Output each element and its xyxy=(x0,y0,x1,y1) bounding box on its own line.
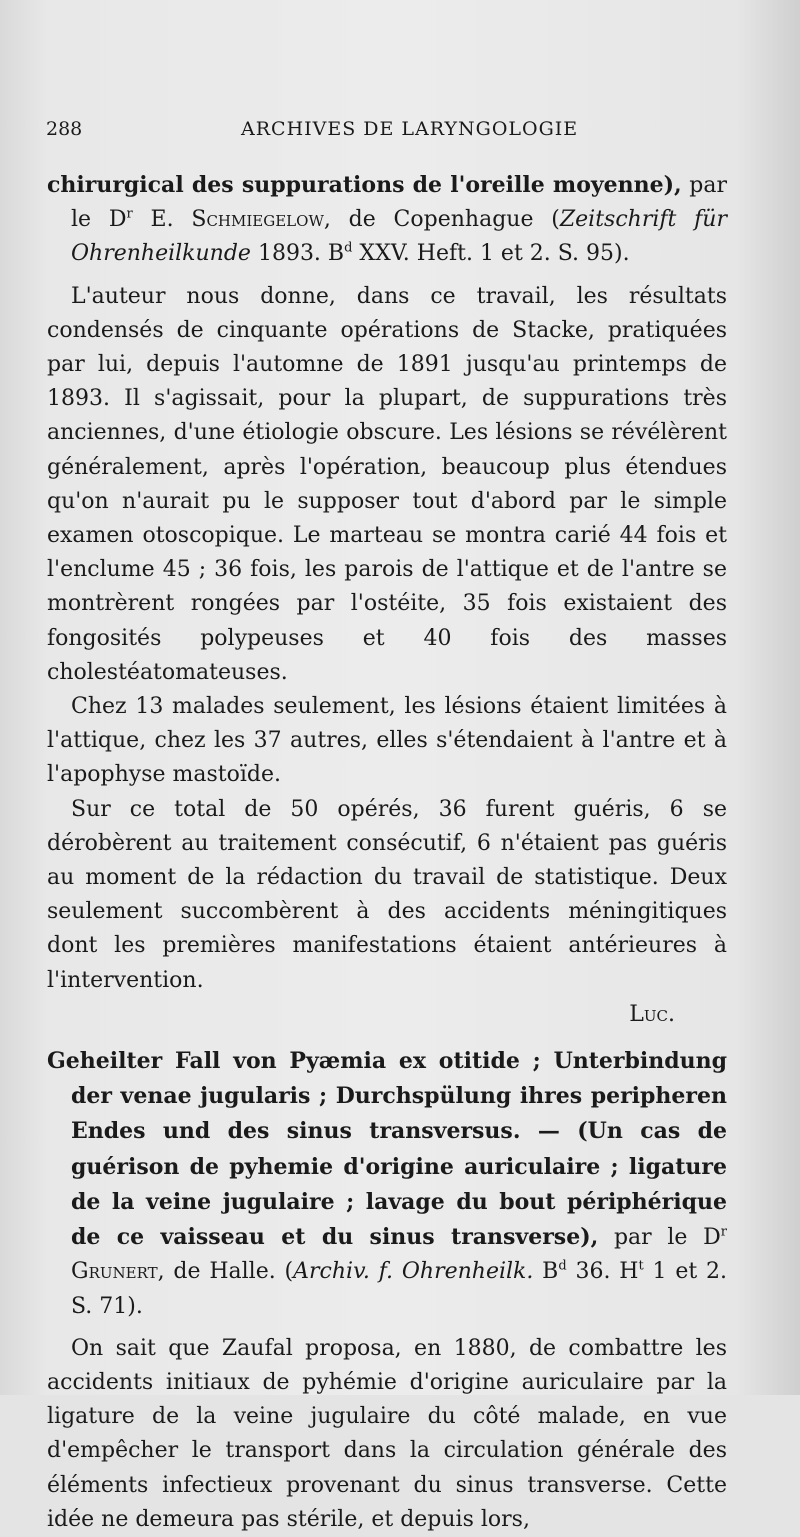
article2-citation-end: 1 et 2. S. 71). xyxy=(71,1259,728,1319)
article1-paragraph-2: Chez 13 malades seulement, les lésions étaient limitées à l'attique, chez les 37 autres, elles s'étendaient à l'antre et à l'apophyse mastoïde. xyxy=(47,694,727,788)
article2-title: Geheilter Fall von Pyæmia ex otitide ; Unterbindung der venae jugularis ; Durchspülung ihres peripheren Endes und des sinus transversus. — (Un cas de guérison de pyhemie d'origine auriculaire ; ligature de la veine jugulaire ; lavage du bout périphérique de ce vaisseau et du sinus transverse), xyxy=(47,1048,727,1251)
article1-citation-end: XXV. Heft. 1 et 2. S. 95). xyxy=(352,241,630,267)
article1-signature: Luc. xyxy=(629,1001,675,1027)
article1-heading xyxy=(47,168,727,272)
article2-heading xyxy=(47,1044,727,1324)
page-header xyxy=(46,118,746,148)
article2-citation-end-pre: B xyxy=(533,1259,559,1285)
article1-citation-mid: , de Copenhague ( xyxy=(323,207,560,233)
article2-citation-end-mid: 36. H xyxy=(566,1259,639,1285)
article2-by-sup: r xyxy=(720,1224,727,1240)
article1-paragraph-3: Sur ce total de 50 opérés, 36 furent guéris, 6 se dérobèrent au traitement consécutif, 6 n'étaient pas guéris au moment de la rédaction du travail de statistique. Deux seulement succombèrent à des accidents méningitiques dont les premières manifestations étaient antérieures à l'intervention. xyxy=(47,796,727,993)
article1-citation-end-pre: 1893. B xyxy=(250,241,345,267)
article1-citation-sup: d xyxy=(344,241,353,257)
article2-citation-sup: d xyxy=(558,1258,567,1274)
article1-title-end: chirurgical des suppurations de l'oreille moyenne), xyxy=(47,172,682,198)
article2-by: par le D xyxy=(598,1225,721,1251)
article2-journal: Archiv. f. Ohrenheilk. xyxy=(293,1259,534,1285)
article1-by-sup: r xyxy=(126,206,133,222)
article1-paragraph-1: L'auteur nous donne, dans ce travail, les résultats condensés de cinquante opérations de Stacke, pratiquées par lui, depuis l'automne de 1891 jusqu'au printemps de 1893. Il s'agissait, pour la plupart, de suppurations très anciennes, d'une étiologie obscure. Les lésions se révélèrent généralement, après l'opération, beaucoup plus étendues qu'on n'aurait pu le supposer tout d'abord par le simple examen otoscopique. Le marteau se montra carié 44 fois et l'enclume 45 ; 36 fois, les parois de l'attique et de l'antre se montrèrent rongées par l'ostéite, 35 fois existaient des fongosités polypeuses et 40 fois des masses cholestéatomateuses. xyxy=(47,283,727,685)
article1-journal: Zeitschrift für Ohrenheilkunde xyxy=(71,207,727,267)
article2-citation-mid: , de Halle. ( xyxy=(157,1259,294,1285)
article1-author: E. Schmiegelow xyxy=(150,207,324,233)
article2-author: Grunert xyxy=(71,1259,158,1285)
page-body xyxy=(47,168,727,1537)
article2-paragraph-1: On sait que Zaufal proposa, en 1880, de combattre les accidents initiaux de pyhémie d'origine auriculaire par la ligature de la veine jugulaire du côté malade, en vue d'empêcher le transport dans la circulation générale des éléments infectieux provenant du sinus transverse. Cette idée ne demeura pas stérile, et depuis lors, xyxy=(47,1335,727,1532)
page-number: 288 xyxy=(46,118,83,140)
running-title: ARCHIVES DE LARYNGOLOGIE xyxy=(241,118,579,140)
article1-by: par le D xyxy=(71,173,727,233)
article2-citation-sup2: t xyxy=(638,1258,644,1274)
